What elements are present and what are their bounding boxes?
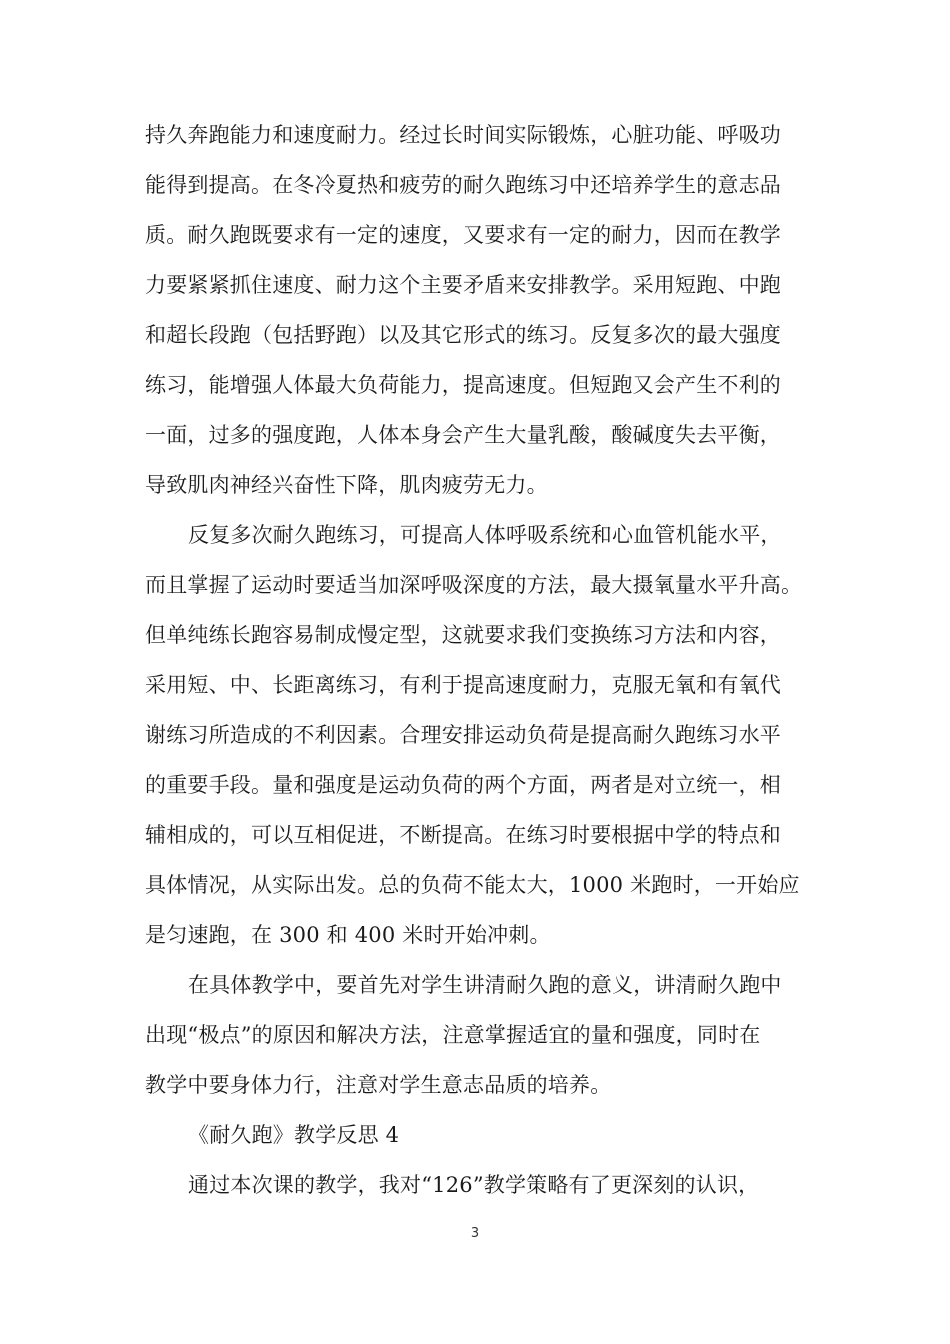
paragraph-first-line: 通过本次课的教学，我对“126”教学策略有了更深刻的认识， <box>188 1173 760 1197</box>
paragraph-line: 谢练习所造成的不利因素。合理安排运动负荷是提高耐久跑练习水平 <box>145 723 781 747</box>
paragraph-line: 力要紧紧抓住速度、耐力这个主要矛盾来安排教学。采用短跑、中跑 <box>145 273 781 297</box>
paragraph-line: 教学中要身体力行，注意对学生意志品质的培养。 <box>145 1073 612 1097</box>
paragraph-line: 质。耐久跑既要求有一定的速度，又要求有一定的耐力，因而在教学 <box>145 223 781 247</box>
section-heading: 《耐久跑》教学反思 4 <box>188 1123 400 1147</box>
paragraph-line: 练习，能增强人体最大负荷能力，提高速度。但短跑又会产生不利的 <box>145 373 781 397</box>
paragraph-line: 持久奔跑能力和速度耐力。经过长时间实际锻炼，心脏功能、呼吸功 <box>145 123 781 147</box>
paragraph-first-line: 反复多次耐久跑练习，可提高人体呼吸系统和心血管机能水平， <box>188 523 782 547</box>
paragraph-line: 的重要手段。量和强度是运动负荷的两个方面，两者是对立统一，相 <box>145 773 781 797</box>
paragraph-line: 是匀速跑，在 300 和 400 米时开始冲刺。 <box>145 923 551 947</box>
paragraph-line: 而且掌握了运动时要适当加深呼吸深度的方法，最大摄氧量水平升高。 <box>145 573 803 597</box>
page-number: 3 <box>470 1226 480 1241</box>
paragraph-line: 但单纯练长跑容易制成慢定型，这就要求我们变换练习方法和内容， <box>145 623 781 647</box>
paragraph-line: 导致肌肉神经兴奋性下降，肌肉疲劳无力。 <box>145 473 548 497</box>
paragraph-line: 辅相成的，可以互相促进，不断提高。在练习时要根据中学的特点和 <box>145 823 781 847</box>
paragraph-line: 具体情况，从实际出发。总的负荷不能太大，1000 米跑时，一开始应 <box>145 873 800 897</box>
paragraph-first-line: 在具体教学中，要首先对学生讲清耐久跑的意义，讲清耐久跑中 <box>188 973 782 997</box>
paragraph-line: 一面，过多的强度跑，人体本身会产生大量乳酸，酸碱度失去平衡， <box>145 423 781 447</box>
paragraph-line: 和超长段跑（包括野跑）以及其它形式的练习。反复多次的最大强度 <box>145 323 781 347</box>
paragraph-line: 能得到提高。在冬冷夏热和疲劳的耐久跑练习中还培养学生的意志品 <box>145 173 781 197</box>
paragraph-line: 出现“极点”的原因和解决方法，注意掌握适宜的量和强度，同时在 <box>145 1023 761 1047</box>
paragraph-line: 采用短、中、长距离练习，有利于提高速度耐力，克服无氧和有氧代 <box>145 673 781 697</box>
